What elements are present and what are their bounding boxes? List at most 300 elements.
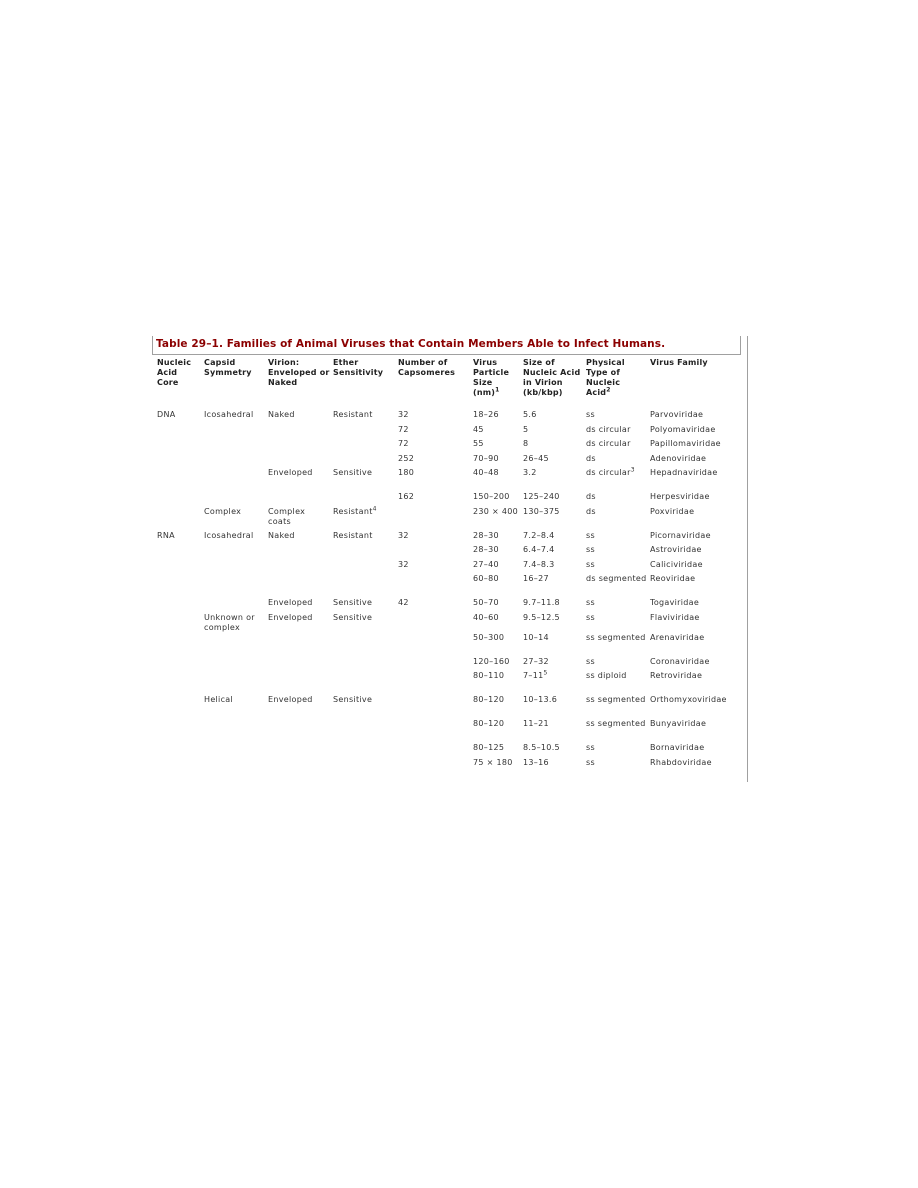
right-border-rule <box>747 336 748 782</box>
cell-nucleic-acid-size-text: 5.6 <box>523 410 537 419</box>
cell-virus-family-text: Orthomyxoviridae <box>650 695 727 704</box>
cell-physical-type-text: ss <box>586 757 595 767</box>
cell-particle-size <box>470 425 520 440</box>
cell-nucleic-acid-core <box>154 531 201 546</box>
table-row <box>154 671 744 695</box>
cell-virus-family-text: Flaviviridae <box>650 612 700 622</box>
cell-virus-family <box>647 531 744 546</box>
cell-virion <box>265 695 330 719</box>
cell-virion <box>265 671 330 695</box>
cell-virion-text: Enveloped <box>268 468 313 477</box>
cell-virus-family-text: Papillomaviridae <box>650 439 721 448</box>
cell-nucleic-acid-size-text: 10–13.6 <box>523 695 558 704</box>
cell-particle-size-text: 80–120 <box>473 695 505 704</box>
cell-nucleic-acid-size <box>520 468 583 492</box>
cell-capsomeres <box>395 531 470 546</box>
cell-particle-size <box>470 758 520 773</box>
cell-nucleic-acid-core <box>154 410 201 425</box>
cell-particle-size-text: 40–48 <box>473 468 499 477</box>
cell-nucleic-acid-size-text: 130–375 <box>523 506 560 516</box>
cell-physical-type <box>583 574 647 598</box>
cell-nucleic-acid-core <box>154 425 201 440</box>
cell-virus-family-text: Retroviridae <box>650 671 703 680</box>
cell-capsid-symmetry-text: Helical <box>204 695 234 704</box>
header-nucleic-acid-size: Size of Nucleic Acid in Virion (kb/kbp) <box>523 358 581 397</box>
cell-nucleic-acid-size-text: 3.2 <box>523 468 537 477</box>
cell-particle-size-text: 70–90 <box>473 453 499 463</box>
cell-nucleic-acid-core <box>154 613 201 633</box>
cell-particle-size-text: 45 <box>473 424 484 434</box>
cell-particle-size-text: 28–30 <box>473 545 499 554</box>
cell-ether-sensitivity <box>330 504 395 531</box>
cell-particle-size <box>470 454 520 469</box>
table-row <box>154 657 744 672</box>
header-physical-type <box>583 358 647 410</box>
cell-ether-sensitivity <box>330 454 395 469</box>
cell-capsomeres-text: 252 <box>398 453 415 463</box>
cell-virion <box>265 507 330 531</box>
cell-virus-family-text: Bunyaviridae <box>650 719 707 728</box>
table-row <box>154 492 744 507</box>
cell-nucleic-acid-core <box>154 743 201 758</box>
cell-particle-size-text: 80–125 <box>473 743 505 752</box>
cell-capsid-symmetry <box>201 633 265 657</box>
cell-nucleic-acid-size-text: 10–14 <box>523 632 549 642</box>
header-virus-particle-size <box>470 358 520 410</box>
cell-physical-type <box>583 613 647 633</box>
cell-ether-sensitivity <box>330 545 395 560</box>
table-row <box>154 719 744 743</box>
cell-nucleic-acid-size-text: 11–21 <box>523 719 549 728</box>
cell-virion <box>265 560 330 575</box>
cell-nucleic-acid-size-text: 26–45 <box>523 453 549 463</box>
cell-particle-size <box>470 468 520 492</box>
cell-physical-type <box>583 560 647 575</box>
cell-particle-size <box>470 560 520 575</box>
cell-particle-size <box>470 439 520 454</box>
table-row <box>154 454 744 469</box>
cell-capsid-symmetry <box>201 758 265 773</box>
footnote-mark: 1 <box>495 386 500 394</box>
cell-capsomeres <box>395 468 470 492</box>
cell-physical-type-text: ss <box>586 545 595 554</box>
table-row <box>154 468 744 492</box>
header-virus-particle-size-label: Virus Particle Size (nm) <box>473 358 510 397</box>
cell-nucleic-acid-core <box>154 719 201 743</box>
cell-nucleic-acid-size-text: 8.5–10.5 <box>523 743 560 752</box>
cell-particle-size-text: 80–120 <box>473 719 505 728</box>
cell-physical-type-text: ss <box>586 743 595 752</box>
cell-virus-family <box>647 657 744 672</box>
cell-nucleic-acid-size-text: 8 <box>523 439 529 448</box>
cell-capsomeres <box>395 633 470 657</box>
cell-particle-size <box>470 657 520 672</box>
cell-ether-sensitivity <box>330 531 395 546</box>
cell-capsomeres <box>395 454 470 469</box>
cell-virus-family <box>647 671 744 695</box>
cell-ether-sensitivity <box>330 425 395 440</box>
cell-capsomeres <box>395 574 470 598</box>
cell-virion-text: Enveloped <box>268 598 313 607</box>
cell-physical-type-text: ss <box>586 598 595 607</box>
cell-physical-type-text: ss <box>586 530 595 540</box>
cell-capsid-symmetry-text: Complex <box>204 506 242 516</box>
cell-nucleic-acid-core <box>154 545 201 560</box>
cell-nucleic-acid-size-text: 9.7–11.8 <box>523 598 560 607</box>
cell-capsid-symmetry <box>201 468 265 492</box>
cell-nucleic-acid-size-text: 9.5–12.5 <box>523 612 560 622</box>
cell-physical-type <box>583 425 647 440</box>
cell-ether-sensitivity <box>330 743 395 758</box>
cell-ether-sensitivity-text: Sensitive <box>333 598 373 607</box>
cell-capsid-symmetry <box>201 598 265 613</box>
cell-capsomeres <box>395 758 470 773</box>
cell-physical-type <box>583 468 647 492</box>
cell-ether-sensitivity <box>330 598 395 613</box>
cell-capsomeres <box>395 719 470 743</box>
cell-virus-family <box>647 598 744 613</box>
cell-capsomeres-text: 32 <box>398 530 409 540</box>
cell-nucleic-acid-size-text: 27–32 <box>523 656 549 666</box>
cell-virion <box>265 574 330 598</box>
cell-virion <box>265 613 330 633</box>
cell-capsid-symmetry <box>201 695 265 719</box>
cell-capsid-symmetry <box>201 613 265 633</box>
table-row <box>154 598 744 613</box>
table-row <box>154 531 744 546</box>
cell-ether-sensitivity <box>330 468 395 492</box>
cell-virion <box>265 531 330 546</box>
cell-capsomeres-text: 72 <box>398 424 409 434</box>
cell-capsomeres <box>395 560 470 575</box>
cell-nucleic-acid-size <box>520 439 583 454</box>
cell-physical-type <box>583 507 647 531</box>
cell-virion <box>265 719 330 743</box>
footnote-mark: 3 <box>630 466 635 474</box>
cell-virion <box>265 439 330 454</box>
cell-ether-sensitivity <box>330 695 395 719</box>
cell-nucleic-acid-size-text: 6.4–7.4 <box>523 545 555 554</box>
cell-capsomeres <box>395 613 470 633</box>
virus-families-table <box>154 358 744 772</box>
cell-capsomeres <box>395 410 470 425</box>
cell-particle-size-text: 50–70 <box>473 598 499 607</box>
table-body <box>154 410 744 772</box>
cell-virion-text: Naked <box>268 410 295 419</box>
cell-particle-size-text: 120–160 <box>473 656 510 666</box>
cell-ether-sensitivity-text: Sensitive <box>333 468 373 477</box>
cell-nucleic-acid-core <box>154 574 201 598</box>
cell-ether-sensitivity-text: Resistant <box>333 530 373 540</box>
cell-nucleic-acid-core-text: DNA <box>157 410 176 419</box>
cell-capsid-symmetry <box>201 719 265 743</box>
cell-physical-type-text: ss diploid <box>586 671 627 680</box>
cell-capsomeres <box>395 671 470 695</box>
cell-virion <box>265 598 330 613</box>
cell-virion-text: Enveloped <box>268 612 313 622</box>
cell-virion <box>265 545 330 560</box>
header-virus-family: Virus Family <box>650 358 708 367</box>
cell-virus-family-text: Poxviridae <box>650 506 695 516</box>
cell-capsomeres <box>395 695 470 719</box>
cell-physical-type-text: ss segmented <box>586 632 646 642</box>
cell-virion <box>265 468 330 492</box>
cell-ether-sensitivity <box>330 410 395 425</box>
cell-physical-type-text: ds circular <box>586 439 631 448</box>
table-row <box>154 633 744 657</box>
cell-physical-type-text: ss <box>586 559 595 569</box>
cell-capsomeres-text: 180 <box>398 468 415 477</box>
cell-capsid-symmetry <box>201 671 265 695</box>
cell-nucleic-acid-size <box>520 492 583 507</box>
header-physical-type-label: Physical Type of Nucleic Acid <box>586 358 625 397</box>
cell-nucleic-acid-size <box>520 531 583 546</box>
header-row <box>154 358 744 410</box>
cell-capsomeres <box>395 425 470 440</box>
table-row <box>154 574 744 598</box>
header-number-of-capsomeres: Number of Capsomeres <box>398 358 456 377</box>
header-virion: Virion: Enveloped or Naked <box>268 358 330 387</box>
cell-virus-family-text: Arenaviridae <box>650 632 705 642</box>
table-row <box>154 545 744 560</box>
cell-virion <box>265 758 330 773</box>
cell-nucleic-acid-size <box>520 633 583 657</box>
cell-capsid-symmetry <box>201 410 265 425</box>
cell-particle-size <box>470 410 520 425</box>
cell-physical-type <box>583 633 647 657</box>
cell-virus-family-text: Parvoviridae <box>650 410 704 419</box>
cell-nucleic-acid-size-text: 13–16 <box>523 757 549 767</box>
table-row <box>154 507 744 531</box>
cell-virion-text: Complex coats <box>268 506 306 526</box>
footnote-mark: 2 <box>606 386 611 394</box>
header-ether-sensitivity: Ether Sensitivity <box>333 358 384 377</box>
cell-particle-size-text: 230 × 400 <box>473 506 519 516</box>
cell-nucleic-acid-core <box>154 598 201 613</box>
cell-virus-family <box>647 468 744 492</box>
cell-particle-size <box>470 743 520 758</box>
cell-particle-size <box>470 719 520 743</box>
cell-particle-size <box>470 633 520 657</box>
cell-particle-size-text: 50–300 <box>473 632 505 642</box>
cell-virus-family <box>647 743 744 758</box>
cell-capsomeres-text: 72 <box>398 439 409 448</box>
cell-ether-sensitivity <box>330 574 395 598</box>
cell-particle-size <box>470 671 520 695</box>
cell-virus-family-text: Adenoviridae <box>650 453 707 463</box>
cell-ether-sensitivity <box>330 613 395 633</box>
cell-particle-size-text: 28–30 <box>473 530 499 540</box>
cell-capsid-symmetry <box>201 507 265 531</box>
cell-nucleic-acid-size <box>520 454 583 469</box>
cell-nucleic-acid-core <box>154 439 201 454</box>
cell-virus-family <box>647 454 744 469</box>
cell-nucleic-acid-size-text: 7.2–8.4 <box>523 530 555 540</box>
table-row <box>154 439 744 454</box>
cell-physical-type-text: ds circular <box>586 424 631 434</box>
header-nucleic-acid-core: Nucleic Acid Core <box>157 358 192 387</box>
cell-nucleic-acid-core <box>154 758 201 773</box>
cell-particle-size-text: 40–60 <box>473 612 499 622</box>
cell-virus-family <box>647 719 744 743</box>
cell-virus-family <box>647 492 744 507</box>
cell-virus-family-text: Herpesviridae <box>650 492 710 501</box>
cell-particle-size <box>470 507 520 531</box>
cell-particle-size-text: 18–26 <box>473 410 499 419</box>
cell-virus-family <box>647 574 744 598</box>
cell-physical-type <box>583 545 647 560</box>
cell-physical-type <box>583 492 647 507</box>
cell-physical-type <box>583 531 647 546</box>
cell-capsid-symmetry <box>201 425 265 440</box>
cell-virus-family <box>647 560 744 575</box>
cell-physical-type-text: ss segmented <box>586 695 646 704</box>
cell-particle-size <box>470 531 520 546</box>
cell-nucleic-acid-size <box>520 598 583 613</box>
cell-particle-size <box>470 598 520 613</box>
cell-capsid-symmetry <box>201 492 265 507</box>
table-row <box>154 743 744 758</box>
cell-virus-family-text: Togaviridae <box>650 598 700 607</box>
cell-virus-family-text: Rhabdoviridae <box>650 757 712 767</box>
cell-nucleic-acid-size-text: 16–27 <box>523 574 549 583</box>
cell-physical-type <box>583 598 647 613</box>
cell-nucleic-acid-core-text: RNA <box>157 530 175 540</box>
cell-nucleic-acid-size <box>520 743 583 758</box>
cell-virus-family <box>647 410 744 425</box>
cell-virus-family <box>647 425 744 440</box>
cell-capsid-symmetry <box>201 545 265 560</box>
cell-physical-type-text: ss <box>586 410 595 419</box>
cell-nucleic-acid-size-text: 7–11 <box>523 671 544 680</box>
cell-ether-sensitivity <box>330 758 395 773</box>
cell-particle-size <box>470 574 520 598</box>
cell-capsomeres-text: 162 <box>398 492 415 501</box>
cell-virus-family-text: Astroviridae <box>650 545 702 554</box>
cell-capsid-symmetry <box>201 560 265 575</box>
cell-nucleic-acid-size <box>520 719 583 743</box>
cell-particle-size <box>470 545 520 560</box>
cell-virion <box>265 743 330 758</box>
cell-virus-family-text: Caliciviridae <box>650 559 703 569</box>
cell-ether-sensitivity <box>330 671 395 695</box>
cell-ether-sensitivity <box>330 560 395 575</box>
table-row <box>154 425 744 440</box>
cell-physical-type <box>583 743 647 758</box>
cell-virion <box>265 657 330 672</box>
cell-physical-type-text: ss <box>586 612 595 622</box>
cell-physical-type-text: ds <box>586 492 596 501</box>
cell-capsomeres <box>395 545 470 560</box>
cell-virus-family <box>647 695 744 719</box>
cell-particle-size-text: 80–110 <box>473 671 505 680</box>
cell-capsid-symmetry <box>201 743 265 758</box>
cell-ether-sensitivity-text: Sensitive <box>333 612 373 622</box>
cell-physical-type-text: ds <box>586 506 596 516</box>
cell-nucleic-acid-size <box>520 695 583 719</box>
cell-virus-family <box>647 439 744 454</box>
cell-physical-type-text: ds circular <box>586 468 631 477</box>
cell-capsid-symmetry-text: Icosahedral <box>204 530 254 540</box>
cell-particle-size <box>470 695 520 719</box>
cell-ether-sensitivity-text: Resistant <box>333 410 373 419</box>
cell-ether-sensitivity <box>330 633 395 657</box>
cell-capsomeres <box>395 743 470 758</box>
cell-physical-type <box>583 719 647 743</box>
table-row <box>154 410 744 425</box>
cell-virus-family <box>647 545 744 560</box>
cell-particle-size <box>470 492 520 507</box>
table-title-box <box>152 336 741 355</box>
cell-virus-family <box>647 507 744 531</box>
cell-ether-sensitivity <box>330 439 395 454</box>
cell-nucleic-acid-core <box>154 695 201 719</box>
cell-nucleic-acid-core <box>154 560 201 575</box>
cell-virus-family <box>647 613 744 633</box>
cell-virus-family-text: Hepadnaviridae <box>650 468 718 477</box>
table-title: Table 29–1. Families of Animal Viruses that Contain Members Able to Infect Humans. <box>156 338 666 350</box>
cell-capsomeres <box>395 507 470 531</box>
cell-nucleic-acid-size <box>520 613 583 633</box>
cell-physical-type <box>583 671 647 695</box>
cell-virus-family-text: Bornaviridae <box>650 743 705 752</box>
cell-virion-text: Naked <box>268 530 295 540</box>
cell-capsid-symmetry <box>201 439 265 454</box>
cell-capsid-symmetry <box>201 454 265 469</box>
cell-virion <box>265 454 330 469</box>
cell-nucleic-acid-size-text: 125–240 <box>523 492 560 501</box>
cell-capsomeres <box>395 492 470 507</box>
cell-particle-size-text: 55 <box>473 439 484 448</box>
cell-ether-sensitivity <box>330 657 395 672</box>
table-row <box>154 560 744 575</box>
cell-particle-size-text: 150–200 <box>473 492 510 501</box>
cell-virion <box>265 425 330 440</box>
cell-nucleic-acid-size-text: 5 <box>523 424 529 434</box>
cell-virion-text: Enveloped <box>268 695 313 704</box>
cell-capsomeres <box>395 598 470 613</box>
cell-nucleic-acid-size <box>520 574 583 598</box>
cell-nucleic-acid-size <box>520 425 583 440</box>
cell-physical-type <box>583 439 647 454</box>
cell-physical-type-text: ds segmented <box>586 574 647 583</box>
header-capsid-symmetry: Capsid Symmetry <box>204 358 252 377</box>
cell-virus-family <box>647 633 744 657</box>
cell-nucleic-acid-core <box>154 492 201 507</box>
cell-particle-size-text: 75 × 180 <box>473 757 513 767</box>
cell-ether-sensitivity-text: Sensitive <box>333 695 373 704</box>
cell-physical-type <box>583 758 647 773</box>
cell-physical-type-text: ds <box>586 453 596 463</box>
footnote-mark: 4 <box>372 504 377 512</box>
cell-ether-sensitivity-text: Resistant <box>333 506 373 516</box>
cell-nucleic-acid-core <box>154 468 201 492</box>
cell-nucleic-acid-core <box>154 657 201 672</box>
cell-nucleic-acid-size-text: 7.4–8.3 <box>523 559 555 569</box>
cell-capsomeres-text: 42 <box>398 598 409 607</box>
cell-physical-type <box>583 695 647 719</box>
cell-capsid-symmetry-text: Icosahedral <box>204 410 254 419</box>
cell-nucleic-acid-size <box>520 671 583 695</box>
cell-nucleic-acid-size <box>520 758 583 773</box>
cell-virion <box>265 633 330 657</box>
cell-nucleic-acid-core <box>154 633 201 657</box>
cell-ether-sensitivity <box>330 492 395 507</box>
cell-capsomeres <box>395 439 470 454</box>
table-row <box>154 613 744 633</box>
table-row <box>154 695 744 719</box>
cell-physical-type <box>583 454 647 469</box>
